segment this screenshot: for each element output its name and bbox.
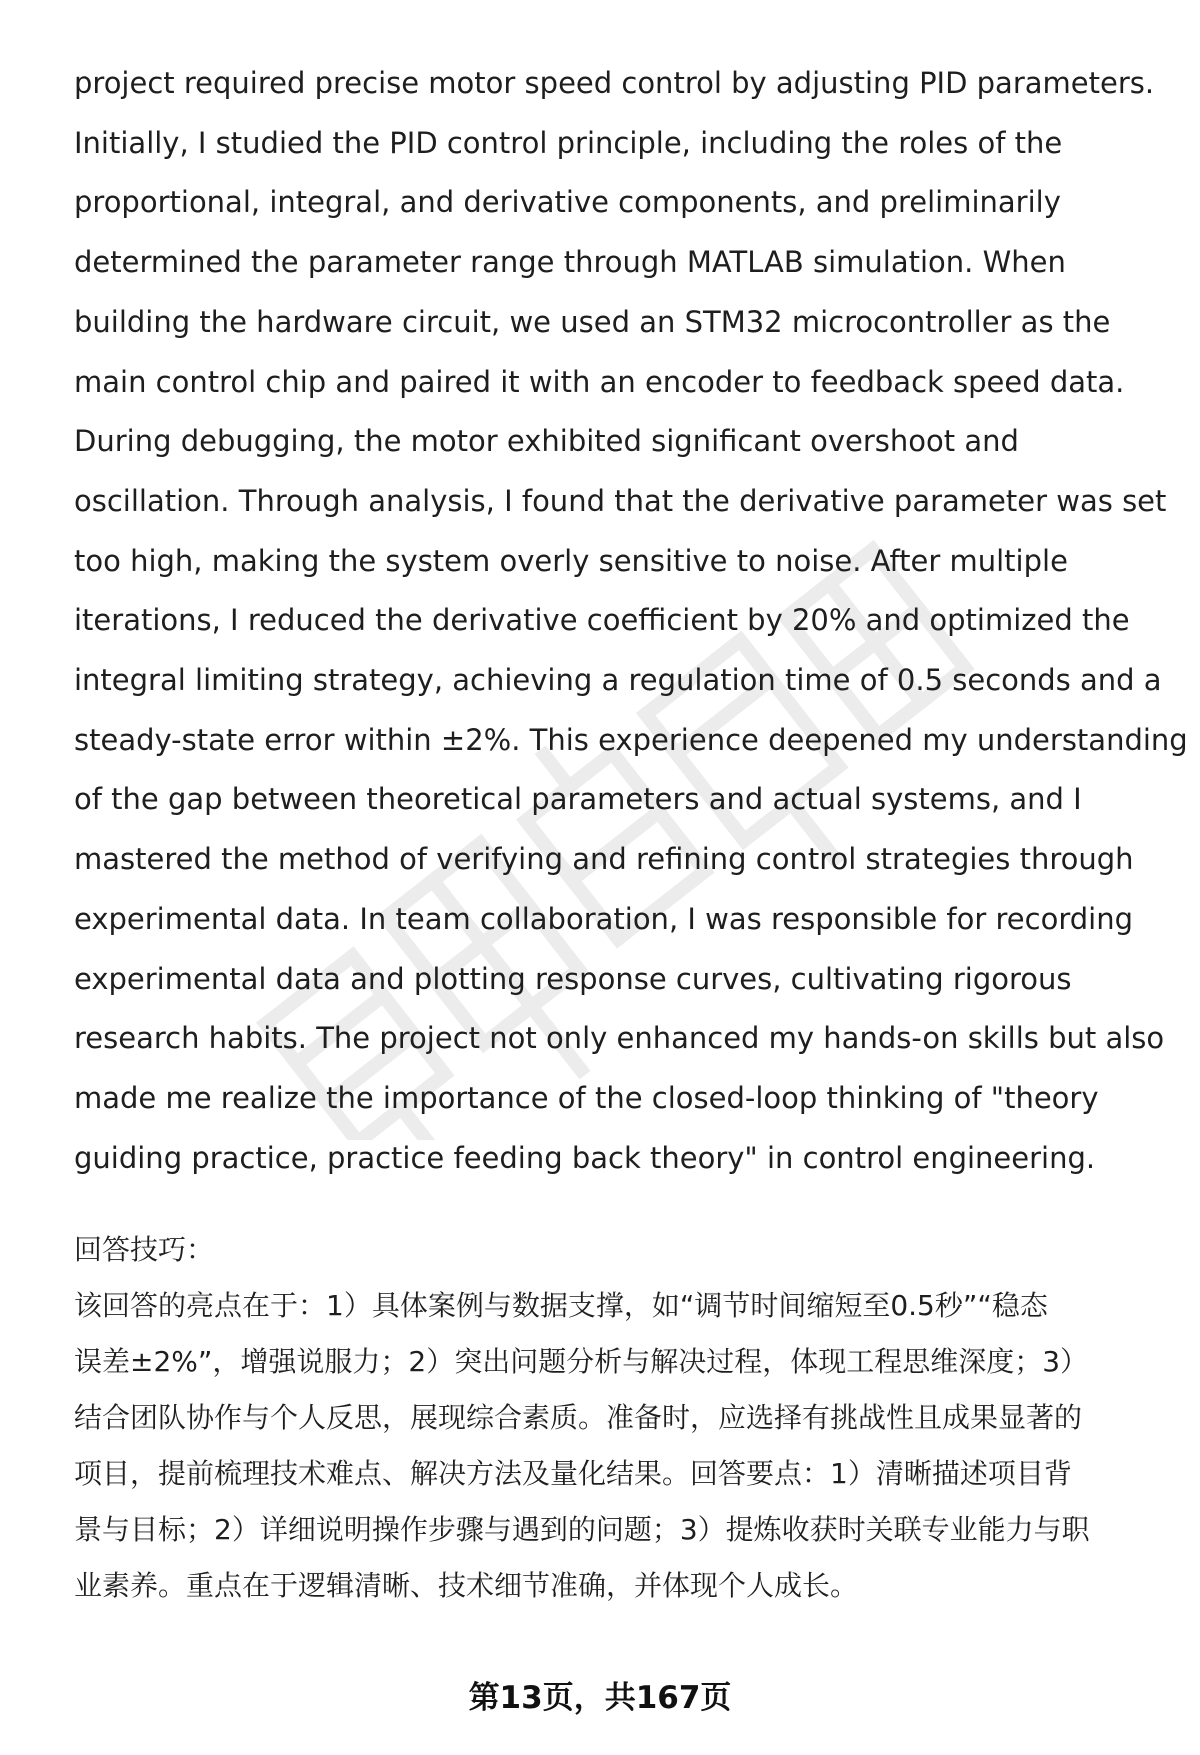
body-line: too high, making the system overly sensitive to noise. After multiple [74, 543, 1068, 578]
answer-body [74, 54, 1188, 1188]
tips-line: 项目，提前梳理技术难点、解决方法及量化结果。回答要点：1）清晰描述项目背 [74, 1457, 1072, 1490]
body-line: made me realize the importance of the closed-loop thinking of "theory [74, 1080, 1099, 1115]
body-line: research habits. The project not only enhanced my hands-on skills but also [74, 1021, 1165, 1056]
body-line: project required precise motor speed control by adjusting PID parameters. [74, 66, 1155, 100]
body-line: oscillation. Through analysis, I found that the derivative parameter was set [74, 483, 1167, 518]
body-line: experimental data and plotting response curves, cultivating rigorous [74, 961, 1072, 996]
body-line: mastered the method of verifying and refining control strategies through [74, 842, 1134, 877]
tips-line: 误差±2%”，增强说服力；2）突出问题分析与解决过程，体现工程思维深度；3） [74, 1345, 1089, 1378]
body-line: iterations, I reduced the derivative coefficient by 20% and optimized the [74, 603, 1130, 638]
body-line: During debugging, the motor exhibited significant overshoot and [74, 424, 1019, 459]
tips-line: 景与目标；2）详细说明操作步骤与遇到的问题；3）提炼收获时关联专业能力与职 [74, 1513, 1090, 1546]
body-line: integral limiting strategy, achieving a regulation time of 0.5 seconds and a [74, 663, 1162, 698]
body-line: experimental data. In team collaboration, I was responsible for recording [74, 901, 1133, 936]
body-line: proportional, integral, and derivative components, and preliminarily [74, 185, 1061, 220]
body-line: main control chip and paired it with an encoder to feedback speed data. [74, 364, 1125, 399]
body-line: Initially, I studied the PID control principle, including the roles of the [74, 125, 1063, 160]
tips-line: 业素养。重点在于逻辑清晰、技术细节准确，并体现个人成长。 [74, 1569, 859, 1602]
body-line: guiding practice, practice feeding back theory" in control engineering. [74, 1140, 1096, 1175]
answer-tips [74, 1222, 1164, 1614]
tips-line: 结合团队协作与个人反思，展现综合素质。准备时，应选择有挑战性且成果显著的 [74, 1401, 1083, 1434]
body-line: determined the parameter range through MATLAB simulation. When [74, 245, 1066, 280]
page-number: 第13页，共167页 [468, 1680, 732, 1716]
tips-heading: 回答技巧： [74, 1233, 215, 1266]
tips-line: 该回答的亮点在于：1）具体案例与数据支撑，如“调节时间缩短至0.5秒”“稳态 [74, 1289, 1048, 1322]
body-line: steady-state error within ±2%. This experience deepened my understanding [74, 722, 1188, 757]
body-line: of the gap between theoretical parameters and actual systems, and I [74, 782, 1082, 817]
body-line: building the hardware circuit, we used an STM32 microcontroller as the [74, 304, 1111, 339]
